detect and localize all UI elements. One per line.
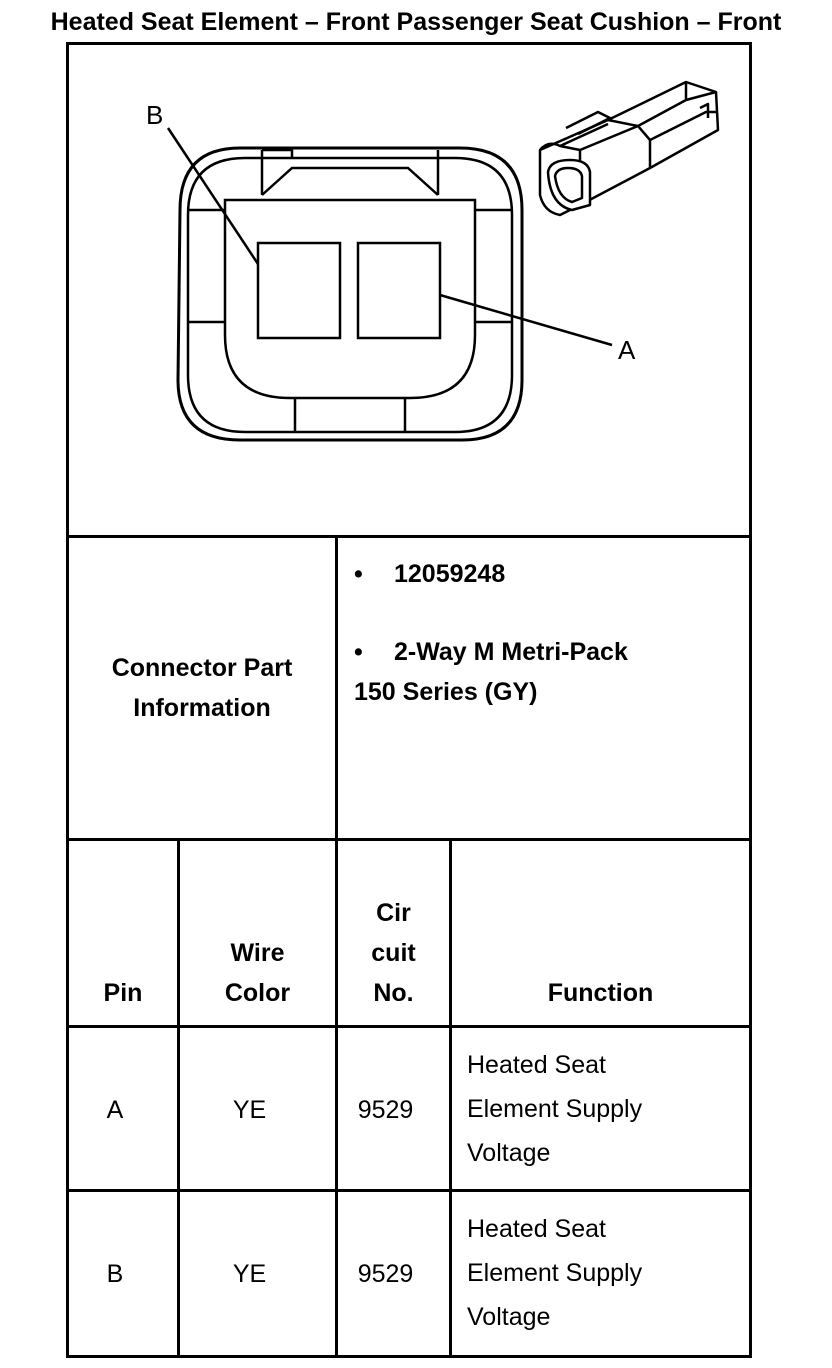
connector-part-number-item <box>354 556 505 592</box>
connector-housing-outer <box>178 148 522 440</box>
cell-function-line3: Voltage <box>467 1139 551 1167</box>
header-wire-color <box>180 933 335 1013</box>
header-circuit-line2: cuit <box>371 939 416 967</box>
bullet: • <box>354 560 363 588</box>
header-circuit-line3: No. <box>373 979 414 1007</box>
divider-diagram-info <box>66 535 752 538</box>
divider-info-table <box>66 838 752 841</box>
leader-line-a <box>440 295 612 345</box>
connector-inner-body <box>225 200 475 398</box>
header-pin <box>69 973 177 1013</box>
bullet: • <box>354 638 363 666</box>
divider-col-circuit <box>449 838 452 1358</box>
terminal-cavity-a <box>358 243 440 338</box>
pin-label-b: B <box>146 100 164 130</box>
divider-row-a-b <box>66 1189 752 1192</box>
connector-diagram <box>69 45 749 535</box>
cell-function <box>467 1043 747 1175</box>
cell-circuit: 9529 <box>357 1096 414 1124</box>
cell-function-line2: Element Supply <box>467 1259 643 1287</box>
header-circuit-line1: Cir <box>376 899 411 927</box>
cell-function-line2: Element Supply <box>467 1095 643 1123</box>
connector-info-label <box>69 648 335 728</box>
pin-label-a: A <box>618 335 636 365</box>
cell-function-line3: Voltage <box>467 1303 551 1331</box>
cell-wire-color: YE <box>232 1260 267 1288</box>
cell-function-line1: Heated Seat <box>467 1215 606 1243</box>
divider-info-columns <box>335 535 338 841</box>
cell-pin: A <box>106 1096 124 1124</box>
header-wire-color-line2: Color <box>224 979 291 1007</box>
table-frame-bottom <box>66 1355 752 1358</box>
header-pin-text: Pin <box>103 979 143 1007</box>
connector-perspective-icon <box>540 82 718 215</box>
connector-info-label-line2: Information <box>133 694 271 722</box>
part-number: 12059248 <box>394 560 506 588</box>
connector-type-line2: 150 Series (GY) <box>354 678 538 706</box>
cell-wire-color: YE <box>232 1096 267 1124</box>
table-frame-right <box>749 42 752 1358</box>
header-wire-color-line1: Wire <box>230 939 285 967</box>
connector-type-line1: 2-Way M Metri-Pack <box>394 638 628 666</box>
cell-function <box>467 1207 747 1339</box>
cell-pin: B <box>106 1260 124 1288</box>
cell-function-line1: Heated Seat <box>467 1051 606 1079</box>
header-function-text: Function <box>547 979 654 1007</box>
divider-header-row <box>66 1025 752 1028</box>
page-title: Heated Seat Element – Front Passenger Seat Cushion – Front <box>50 8 782 36</box>
header-circuit-no <box>338 893 449 1013</box>
terminal-cavity-b <box>258 243 340 338</box>
cell-circuit: 9529 <box>357 1260 414 1288</box>
header-function <box>452 973 749 1013</box>
connector-type-item <box>354 632 628 712</box>
connector-info-label-line1: Connector Part <box>111 654 293 682</box>
